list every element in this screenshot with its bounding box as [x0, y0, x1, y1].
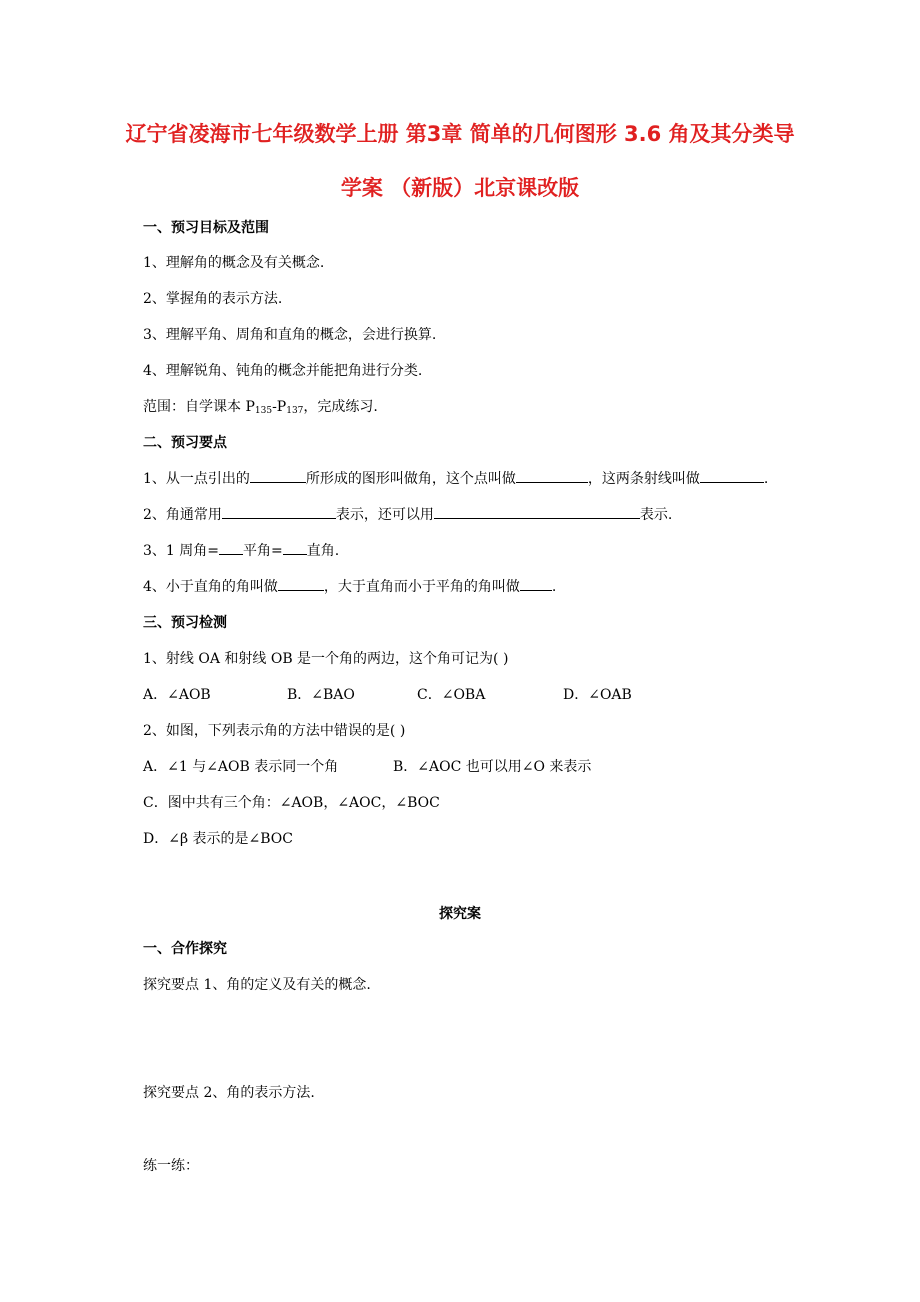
- explore-point-1: 探究要点 1、角的定义及有关的概念.: [143, 977, 371, 993]
- practice-label: 练一练：: [143, 1158, 199, 1174]
- fill-blank[interactable]: [516, 468, 588, 483]
- scope-line: [143, 396, 378, 416]
- option-b[interactable]: B．∠AOC 也可以用∠O 来表示: [393, 759, 592, 775]
- fill-blank[interactable]: [219, 540, 243, 555]
- explore-point-2: 探究要点 2、角的表示方法.: [143, 1085, 315, 1101]
- option-a[interactable]: A．∠1 与∠AOB 表示同一个角: [143, 759, 339, 775]
- document-title-line-1: 辽宁省凌海市七年级数学上册 第3章 简单的几何图形 3.6 角及其分类导: [125, 122, 795, 146]
- key-point-3-text-a: 3、1 周角=: [143, 543, 219, 559]
- key-point-1-text-a: 1、从一点引出的: [143, 471, 250, 487]
- fill-blank[interactable]: [700, 468, 764, 483]
- key-point-2-text-a: 2、角通常用: [143, 507, 222, 523]
- fill-blank[interactable]: [434, 504, 640, 519]
- key-point-2-text-c: 表示.: [639, 507, 673, 523]
- key-point-4: [143, 576, 556, 596]
- test-question-1: 1、射线 OA 和射线 OB 是一个角的两边，这个角可记为( ): [143, 651, 509, 667]
- option-d[interactable]: D．∠β 表示的是∠BOC: [143, 831, 293, 847]
- key-point-4-text-a: 4、小于直角的角叫做: [143, 579, 278, 595]
- option-c[interactable]: C．∠OBA: [417, 687, 486, 703]
- section-heading-preview-goals: 一、预习目标及范围: [143, 220, 269, 236]
- fill-blank[interactable]: [520, 576, 552, 591]
- key-point-3-text-c: 直角.: [306, 543, 340, 559]
- key-point-2-text-b: 表示，还可以用: [335, 507, 434, 523]
- goal-item-2: 2、掌握角的表示方法.: [143, 291, 283, 307]
- key-point-1-text-d: .: [763, 471, 769, 487]
- option-a[interactable]: A．∠AOB: [143, 687, 211, 703]
- key-point-1: [143, 468, 768, 488]
- option-b[interactable]: B．∠BAO: [287, 687, 355, 703]
- key-point-3: [143, 540, 339, 560]
- key-point-1-text-c: ，这两条射线叫做: [587, 471, 700, 487]
- fill-blank[interactable]: [278, 576, 324, 591]
- test-question-2: 2、如图，下列表示角的方法中错误的是( ): [143, 723, 406, 739]
- fill-blank[interactable]: [222, 504, 336, 519]
- goal-item-4: 4、理解锐角、钝角的概念并能把角进行分类.: [143, 363, 423, 379]
- test-question-1-options: [143, 684, 663, 704]
- section-heading-cooperative-explore: 一、合作探究: [143, 941, 227, 957]
- key-point-4-text-b: ，大于直角而小于平角的角叫做: [323, 579, 520, 595]
- section-heading-preview-test: 三、预习检测: [143, 615, 227, 631]
- explore-title: 探究案: [439, 906, 481, 922]
- goal-item-3: 3、理解平角、周角和直角的概念，会进行换算.: [143, 327, 437, 343]
- scope-dash: -P: [272, 399, 287, 415]
- scope-page-end: 137: [286, 406, 304, 416]
- fill-blank[interactable]: [283, 540, 307, 555]
- scope-page-start: 135: [254, 406, 273, 416]
- key-point-3-text-b: 平角=: [243, 543, 283, 559]
- test-question-2-options-ab: [143, 756, 663, 776]
- scope-prefix: 范围：自学课本 P: [143, 399, 255, 415]
- key-point-1-text-b: 所形成的图形叫做角，这个点叫做: [305, 471, 516, 487]
- goal-item-1: 1、理解角的概念及有关概念.: [143, 255, 325, 271]
- option-c[interactable]: C．图中共有三个角：∠AOB，∠AOC，∠BOC: [143, 795, 440, 811]
- option-d[interactable]: D．∠OAB: [563, 687, 632, 703]
- section-heading-key-points: 二、预习要点: [143, 435, 227, 451]
- document-title-line-2: 学案 （新版）北京课改版: [340, 176, 580, 200]
- scope-suffix: ，完成练习.: [303, 399, 378, 415]
- fill-blank[interactable]: [250, 468, 306, 483]
- key-point-2: [143, 504, 672, 524]
- key-point-4-text-c: .: [551, 579, 557, 595]
